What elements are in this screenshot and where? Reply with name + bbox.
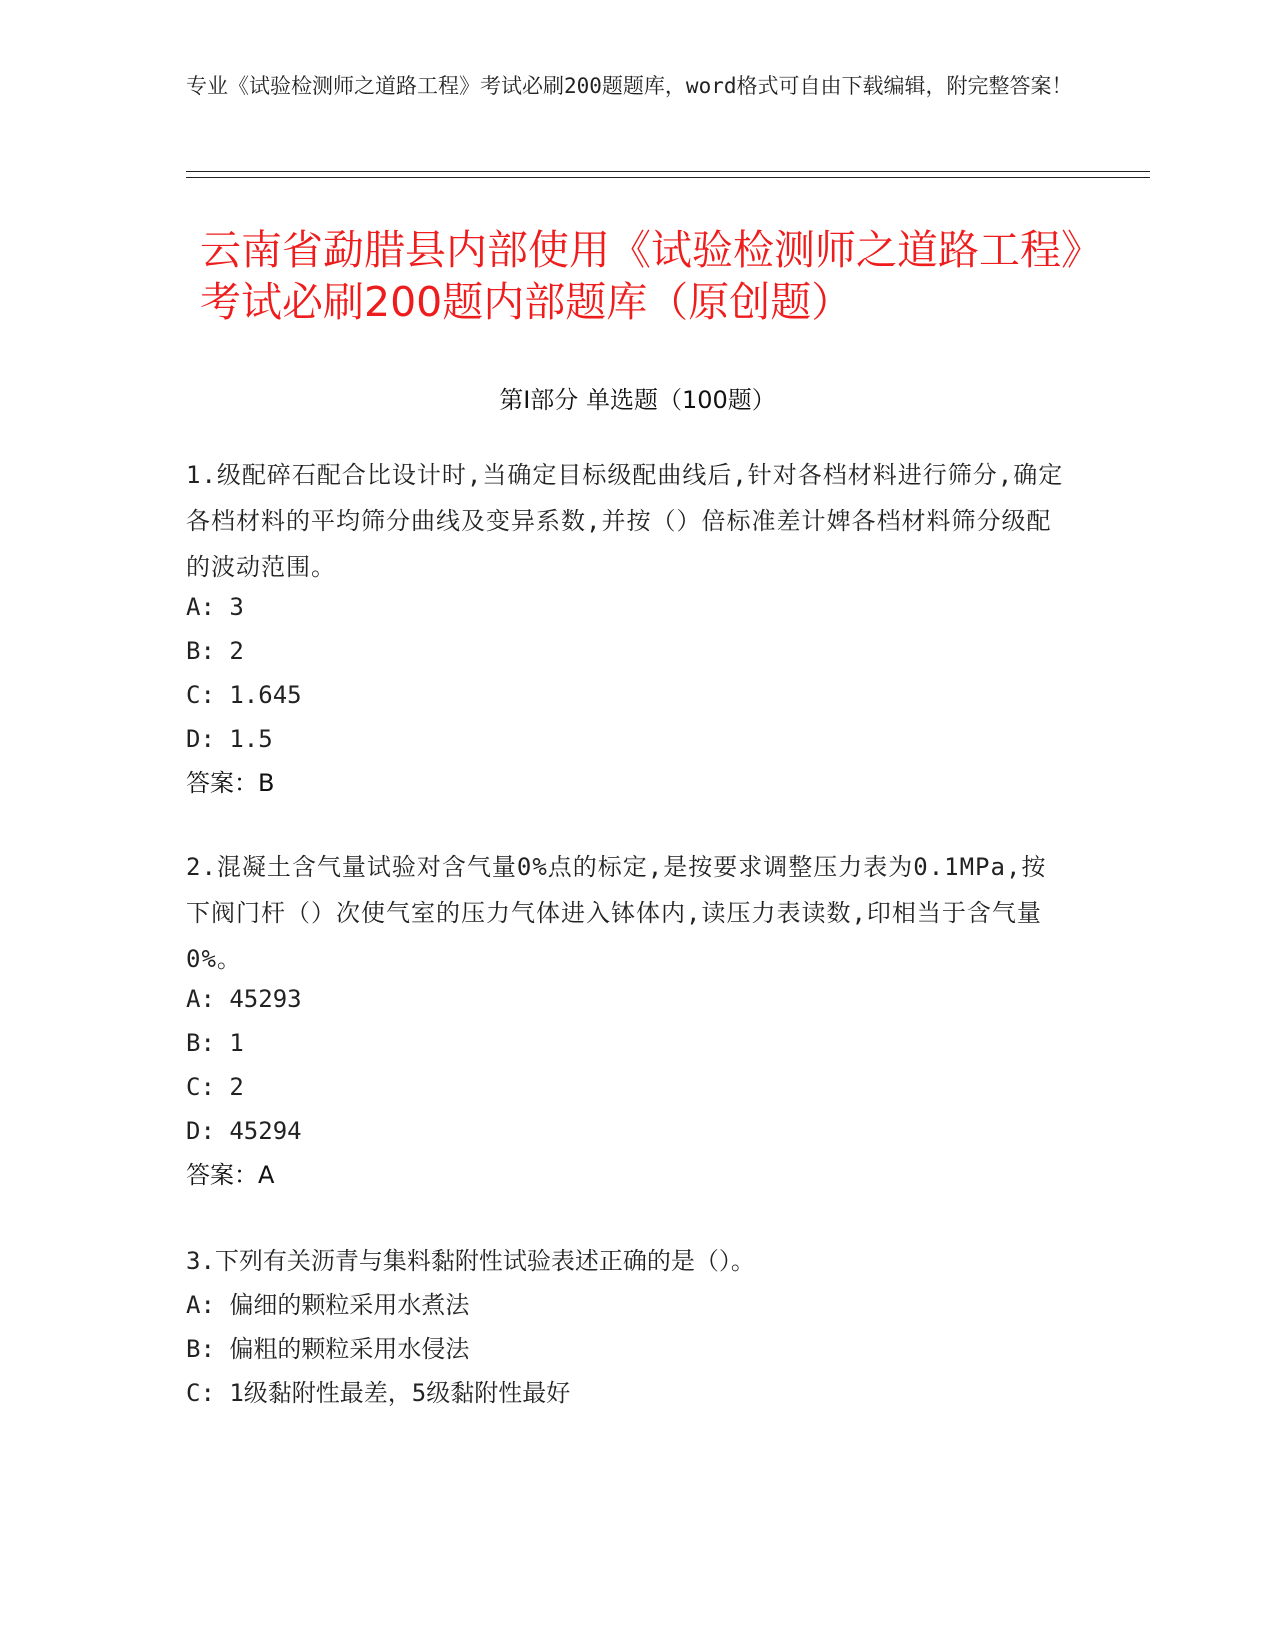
question-3-text: 3.下列有关沥青与集料黏附性试验表述正确的是（）。: [186, 1247, 755, 1275]
question-2-text: 2.混凝土含气量试验对含气量0%点的标定,是按要求调整压力表为0.1MPa,按下阀门杆（）次使气室的压力气体进入钵体内,读压力表读数,印相当于含气量0%。: [186, 853, 1047, 973]
question-1-option-b: B: 2: [186, 637, 244, 665]
header-divider-bottom: [186, 177, 1150, 178]
question-1-option-d: D: 1.5: [186, 725, 273, 753]
question-2-answer: 答案：A: [186, 1161, 275, 1189]
question-3-option-c: C: 1级黏附性最差，5级黏附性最好: [186, 1379, 571, 1407]
question-2-option-d: D: 45294: [186, 1117, 302, 1145]
question-2-option-c: C: 2: [186, 1073, 244, 1101]
header-divider-top: [186, 171, 1150, 172]
section-title: 第Ⅰ部分 单选题（100题）: [499, 386, 776, 414]
document-title: 云南省勐腊县内部使用《试验检测师之道路工程》考试必刷200题内部题库（原创题）: [200, 226, 1082, 326]
question-3-option-a: A: 偏细的颗粒采用水煮法: [186, 1291, 470, 1319]
header-note: 专业《试验检测师之道路工程》考试必刷200题题库，word格式可自由下载编辑，附完整答案！: [186, 74, 1073, 98]
question-1-option-c: C: 1.645: [186, 681, 302, 709]
question-1-answer: 答案：B: [186, 769, 275, 797]
question-2-option-b: B: 1: [186, 1029, 244, 1057]
question-2-option-a: A: 45293: [186, 985, 302, 1013]
question-1-option-a: A: 3: [186, 593, 244, 621]
question-3-option-b: B: 偏粗的颗粒采用水侵法: [186, 1335, 470, 1363]
question-1-text: 1.级配碎石配合比设计时,当确定目标级配曲线后,针对各档材料进行筛分,确定各档材料的平均筛分曲线及变异系数,并按（）倍标准差计婢各档材料筛分级配的波动范围。: [186, 461, 1064, 581]
